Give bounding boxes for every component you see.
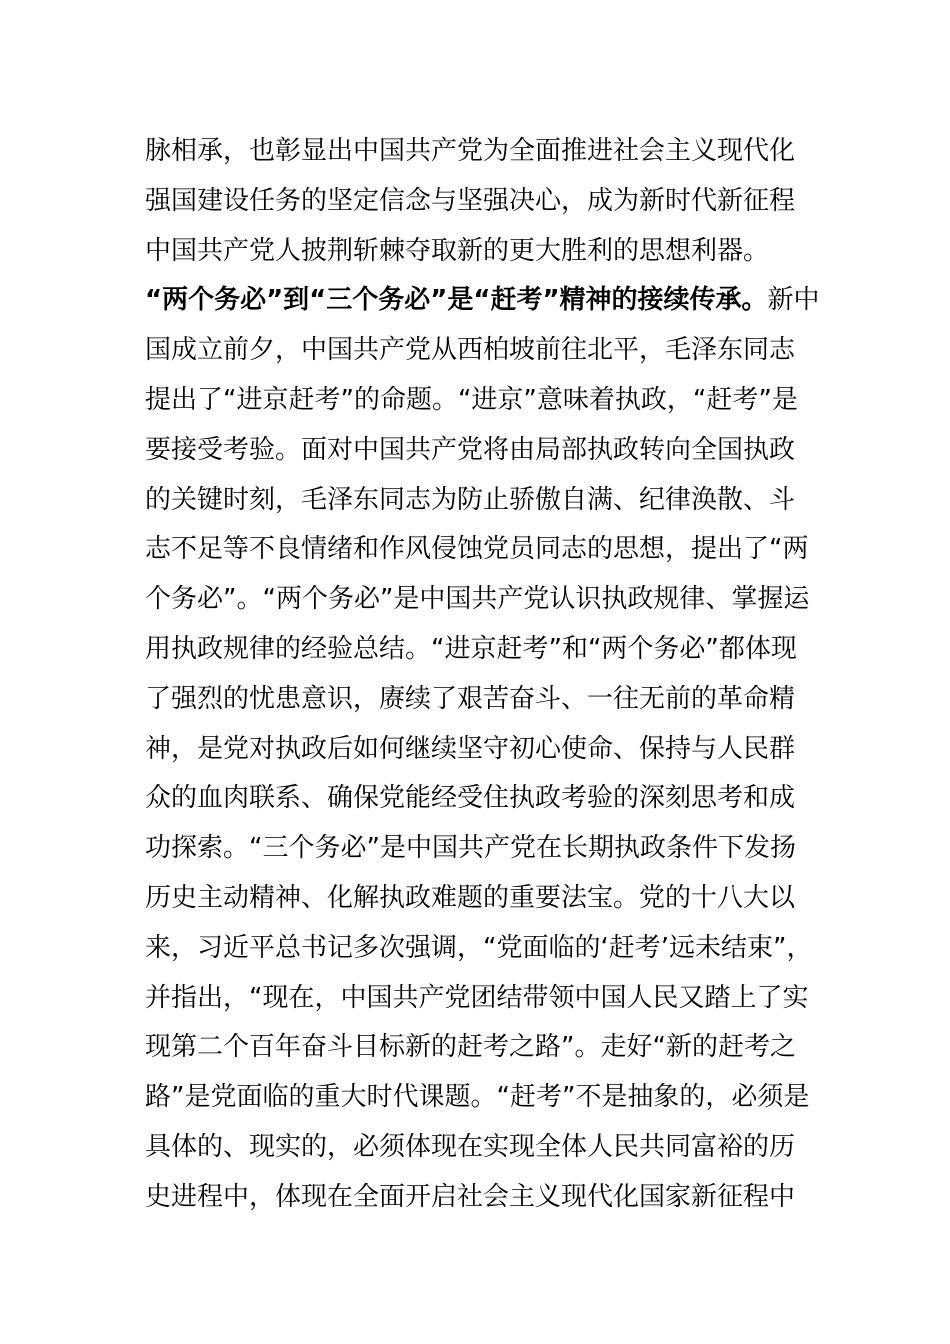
text-line: 提出了“进京赶考”的命题。“进京”意味着执政，“赶考”是	[145, 384, 798, 415]
text-line: 的关键时刻，毛泽东同志为防止骄傲自满、纪律涣散、斗	[145, 484, 796, 515]
text-line: 用执政规律的经验总结。“进京赶考”和“两个务必”都体现	[145, 633, 797, 664]
text-line: 强国建设任务的坚定信念与坚强决心，成为新时代新征程	[145, 185, 796, 216]
section-heading-line	[145, 276, 820, 326]
text-line: 历史主动精神、化解执政难题的重要法宝。党的十八大以	[145, 882, 796, 913]
text-line: 神，是党对执政后如何继续坚守初心使命、保持与人民群	[145, 733, 796, 764]
text-line: 并指出，“现在，中国共产党团结带领中国人民又踏上了实	[145, 982, 809, 1013]
text-line: 志不足等不良情绪和作风侵蚀党员同志的思想，提出了“两	[145, 534, 809, 565]
text-line: 国成立前夕，中国共产党从西柏坡前往北平，毛泽东同志	[145, 335, 796, 366]
text-line: 现第二个百年奋斗目标新的赶考之路”。走好“新的赶考之	[145, 1032, 796, 1063]
text-line: 个务必”。“两个务必”是中国共产党认识执政规律、掌握运	[145, 584, 810, 615]
text-fragment: 新中	[767, 285, 820, 316]
section-heading: “两个务必”到“三个务必”是“赶考”精神的接续传承。	[145, 285, 768, 316]
text-line: 要接受考验。面对中国共产党将由局部执政转向全国执政	[145, 434, 796, 465]
text-line: 众的血肉联系、确保党能经受住执政考验的深刻思考和成	[145, 783, 796, 814]
text-line: 了强烈的忧患意识，赓续了艰苦奋斗、一往无前的革命精	[145, 683, 796, 714]
body-text	[145, 127, 820, 1223]
text-line: 来，习近平总书记多次强调，“党面临的‘赶考’远未结束”，	[145, 932, 813, 963]
text-line: 功探索。“三个务必”是中国共产党在长期执政条件下发扬	[145, 833, 796, 864]
text-line: 史进程中，体现在全面开启社会主义现代化国家新征程中	[145, 1181, 796, 1212]
text-line: 中国共产党人披荆斩棘夺取新的更大胜利的思想利器。	[145, 235, 770, 266]
text-line: 路”是党面临的重大时代课题。“赶考”不是抽象的，必须是	[145, 1082, 810, 1113]
text-line: 脉相承，也彰显出中国共产党为全面推进社会主义现代化	[145, 136, 796, 166]
text-line: 具体的、现实的，必须体现在实现全体人民共同富裕的历	[145, 1131, 796, 1162]
